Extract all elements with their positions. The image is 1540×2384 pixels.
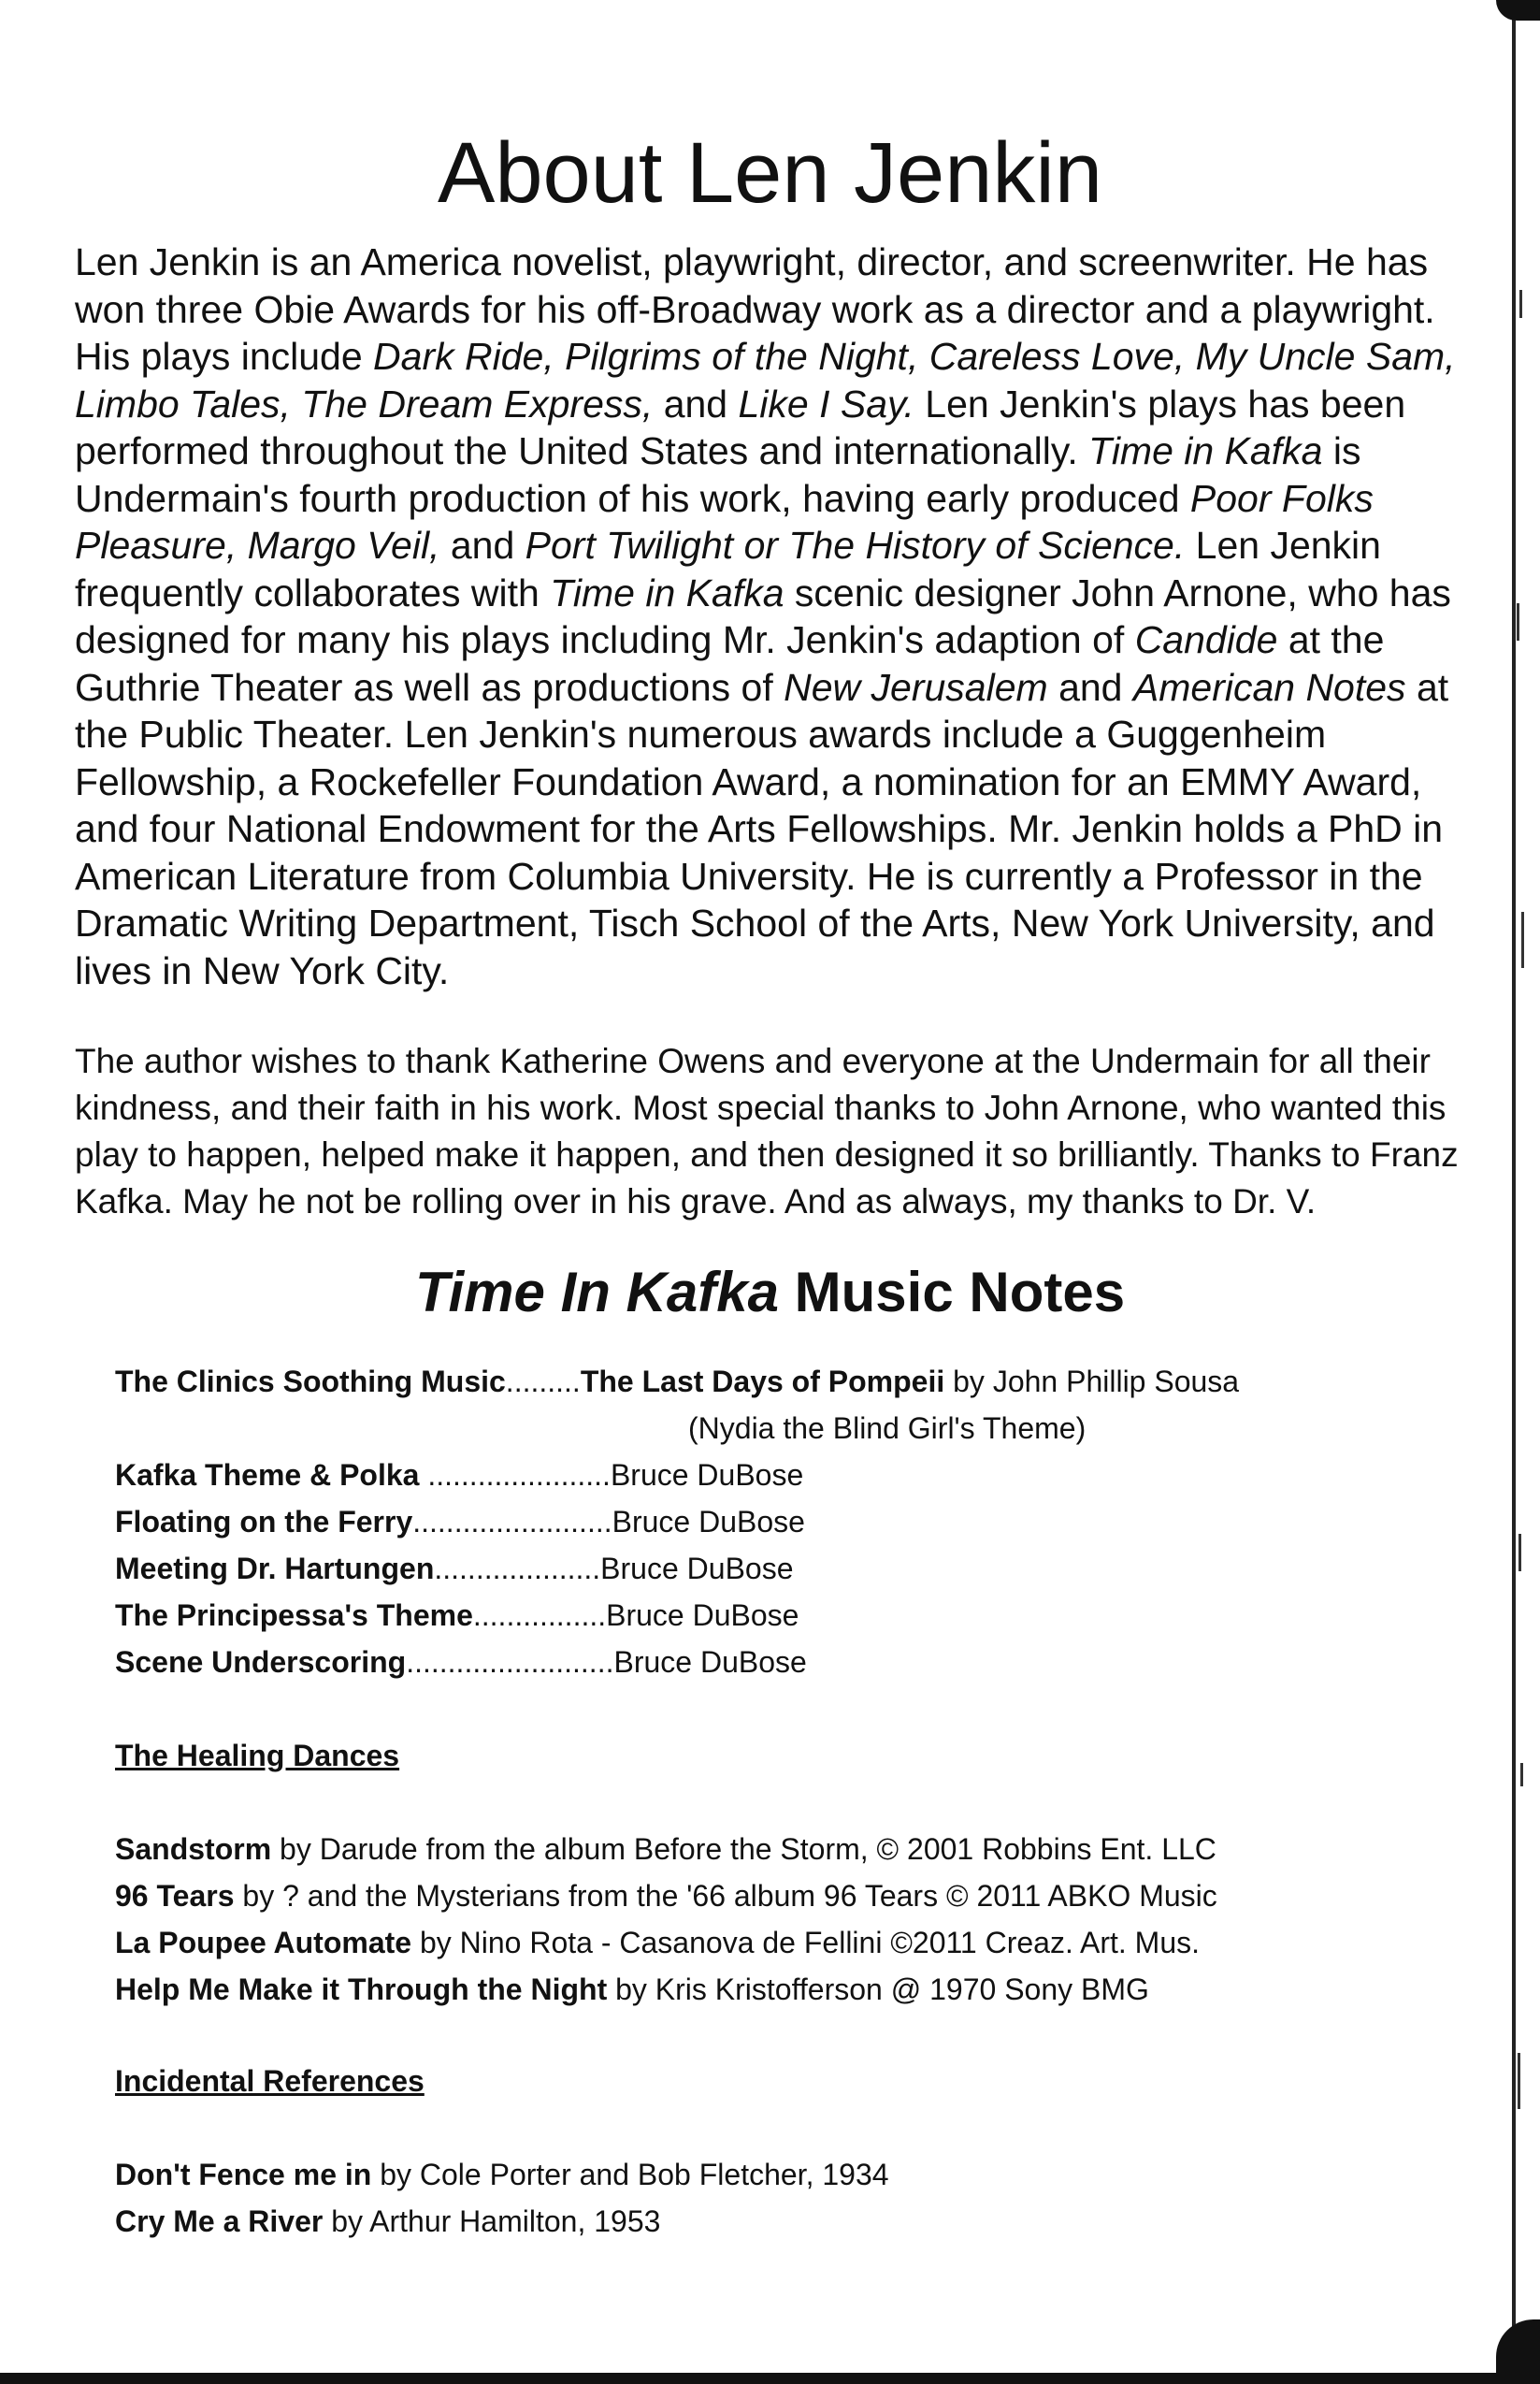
- music-notes-title-rest: Music Notes: [778, 1261, 1126, 1323]
- list-item: [115, 1966, 1471, 2013]
- song-credit: by Nino Rota - Casanova de Fellini ©2011 Creaz. Art. Mus.: [411, 1926, 1200, 1959]
- track-credit: Bruce DuBose: [606, 1598, 799, 1632]
- track-name: Kafka Theme & Polka: [115, 1458, 428, 1492]
- music-notes-title: [0, 1260, 1540, 1325]
- leader-dots: ........................: [412, 1505, 612, 1539]
- track-credit: Bruce DuBose: [613, 1645, 807, 1679]
- incidental-references-heading: Incidental References: [115, 2064, 425, 2098]
- leader-dots: ....................: [434, 1552, 601, 1585]
- track-name: Meeting Dr. Hartungen: [115, 1552, 435, 1585]
- list-item: [115, 1826, 1471, 1872]
- thanks-paragraph: The author wishes to thank Katherine Owens and everyone at the Undermain for all their kindness, and their faith in his work. Most special thanks to John Arnone, who wanted this play to happen, helped make it happen, and then designed it so brilliantly. Thanks to Franz Kafka. May he not be rolling over in his grave. And as always, my thanks to Dr. V.: [75, 1042, 1459, 1221]
- scan-mark: [1517, 603, 1519, 641]
- scan-mark: [1520, 1763, 1523, 1786]
- music-track-list: [115, 1358, 1424, 1685]
- song-credit: by Darude from the album Before the Storm, © 2001 Robbins Ent. LLC: [271, 1832, 1216, 1866]
- scan-mark: [1521, 912, 1524, 968]
- bio-italic-title: Port Twilight or The History of Science.: [525, 524, 1186, 567]
- track-row: [115, 1498, 1424, 1545]
- scan-edge-right: [1512, 0, 1516, 2384]
- track-name: The Clinics Soothing Music: [115, 1365, 506, 1398]
- scan-mark: [1518, 2053, 1520, 2109]
- track-piece: The Last Days of Pompeii: [580, 1365, 945, 1398]
- healing-dances-heading: The Healing Dances: [115, 1739, 400, 1772]
- bio-italic-title: American Notes: [1132, 665, 1406, 709]
- track-name: Scene Underscoring: [115, 1645, 407, 1679]
- bio-text: Len Jenkin is an America novelist, playwright, director, and screenwriter. He has won three Obie Awards for his off-Broadway work as a director and a playwright. His plays include: [75, 240, 1435, 378]
- track-credit: Bruce DuBose: [612, 1505, 805, 1539]
- track-row: [115, 1639, 1424, 1685]
- list-item: [115, 2198, 1471, 2245]
- leader-dots: .........................: [406, 1645, 614, 1679]
- bio-text: at the Public Theater. Len Jenkin's numerous awards include a Guggenheim Fellowship, a Rockefeller Foundation Award, a nomination for an EMMY Award, and four National Endowment for the Arts Fellowships. Mr. Jenkin holds a PhD in American Literature from Columbia University. He is currently a Professor in the Dramatic Writing Department, Tisch School of the Arts, New York University, and lives in New York City.: [75, 665, 1449, 992]
- bio-italic-title: New Jerusalem: [784, 665, 1048, 709]
- track-credit: Bruce DuBose: [610, 1458, 804, 1492]
- song-title: Sandstorm: [115, 1832, 272, 1866]
- song-title: Help Me Make it Through the Night: [115, 1972, 608, 2006]
- song-credit: by Arthur Hamilton, 1953: [323, 2204, 661, 2238]
- page-title: About Len Jenkin: [438, 125, 1102, 221]
- bio-text: at the Guthrie Theater as well as productions of: [75, 618, 1385, 709]
- song-title: Cry Me a River: [115, 2204, 324, 2238]
- song-title: La Poupee Automate: [115, 1926, 412, 1959]
- list-item: [115, 1919, 1471, 1966]
- healing-dances-list: [115, 1826, 1471, 2013]
- bio-italic-title: Time in Kafka: [1088, 429, 1323, 472]
- scan-edge-hook: [1496, 2319, 1540, 2384]
- scan-edge-bottom: [0, 2373, 1540, 2384]
- bio-italic-title: Poor Folks Pleasure, Margo Veil,: [75, 476, 1374, 567]
- bio-text: scenic designer John Arnone, who has designed for many his plays including Mr. Jenkin's adaption of: [75, 571, 1451, 661]
- list-item: [115, 1872, 1471, 1919]
- bio-italic-title: Time in Kafka: [550, 571, 784, 614]
- track-row: [115, 1452, 1424, 1498]
- bio-italic-title: Dark Ride, Pilgrims of the Night, Careless Love, My Uncle Sam, Limbo Tales, The Dream Express,: [75, 335, 1456, 426]
- leader-dots: .........: [505, 1365, 581, 1398]
- track-row: [115, 1545, 1424, 1592]
- list-item: [115, 2151, 1471, 2198]
- incidental-references-list: [115, 2151, 1471, 2245]
- song-credit: by Kris Kristofferson @ 1970 Sony BMG: [607, 1972, 1149, 2006]
- bio-text: and: [439, 524, 525, 567]
- track-row: [115, 1358, 1424, 1405]
- bio-text: is Undermain's fourth production of his work, having early produced: [75, 429, 1361, 520]
- song-title: Don't Fence me in: [115, 2158, 372, 2191]
- song-credit: by Cole Porter and Bob Fletcher, 1934: [371, 2158, 889, 2191]
- bio-text: Len Jenkin frequently collaborates with: [75, 524, 1381, 614]
- leader-dots: ................: [472, 1598, 607, 1632]
- leader-dots: ......................: [427, 1458, 611, 1492]
- scan-mark: [1519, 290, 1522, 318]
- scan-mark: [1518, 1534, 1521, 1571]
- track-subtitle: (Nydia the Blind Girl's Theme): [688, 1411, 1087, 1445]
- song-title: 96 Tears: [115, 1879, 235, 1913]
- scan-edge-corner: [1496, 0, 1540, 21]
- track-name: The Principessa's Theme: [115, 1598, 473, 1632]
- track-name: Floating on the Ferry: [115, 1505, 413, 1539]
- track-row: [115, 1592, 1424, 1639]
- bio-italic-title: Candide: [1134, 618, 1278, 661]
- bio-paragraph: [75, 238, 1477, 994]
- bio-text: and: [653, 382, 739, 426]
- track-credit: by John Phillip Sousa: [944, 1365, 1240, 1398]
- music-notes-title-italic: Time In Kafka: [414, 1261, 779, 1323]
- bio-italic-title: Like I Say.: [738, 382, 914, 426]
- bio-text: Len Jenkin's plays has been performed throughout the United States and internationally.: [75, 382, 1406, 472]
- bio-text: and: [1047, 665, 1133, 709]
- track-credit: Bruce DuBose: [600, 1552, 794, 1585]
- song-credit: by ? and the Mysterians from the '66 album 96 Tears © 2011 ABKO Music: [234, 1879, 1217, 1913]
